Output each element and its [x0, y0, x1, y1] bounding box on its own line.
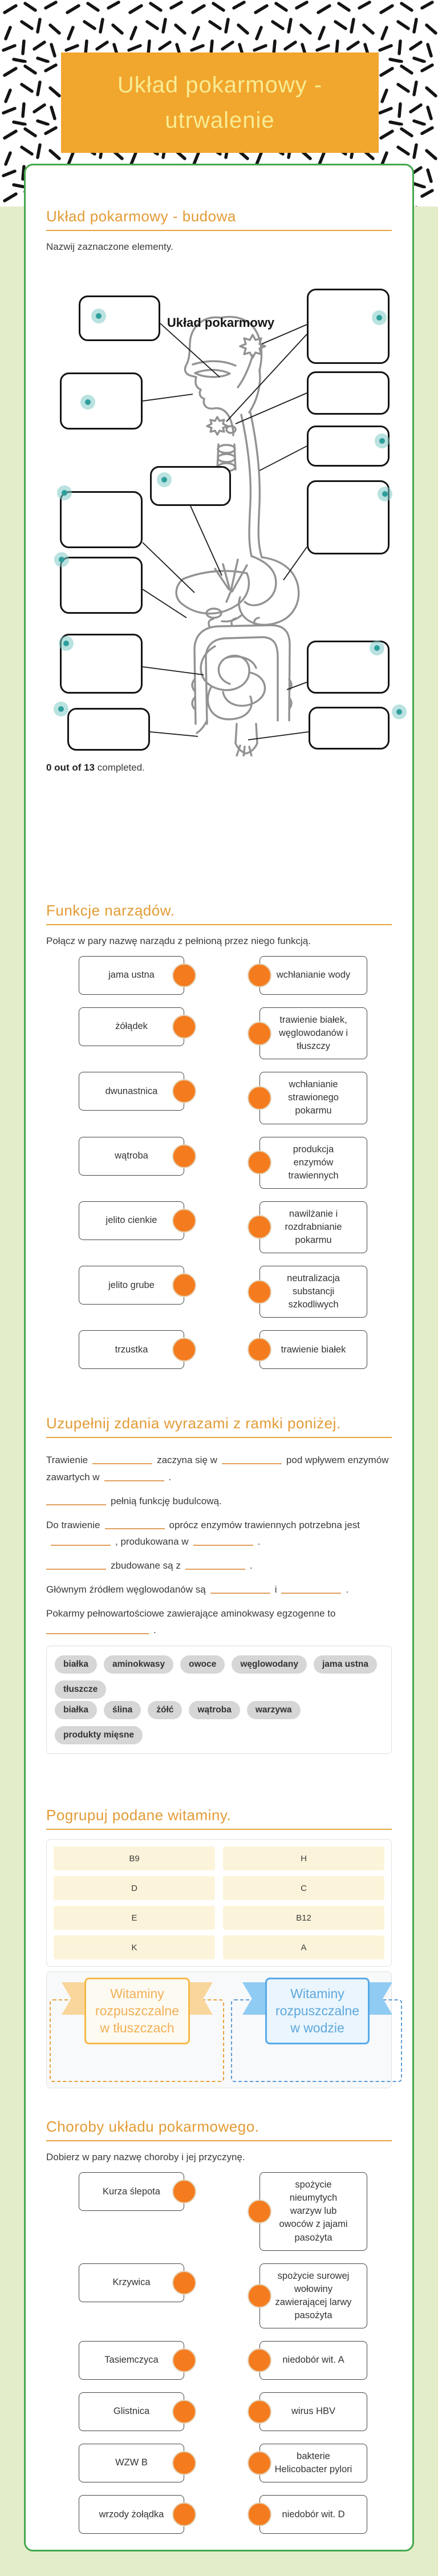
answer-dot[interactable] — [54, 552, 69, 567]
function-item[interactable]: trawienie białek, węglowodanów i tłuszczy — [259, 1007, 367, 1059]
diagram-title: Układ pokarmowy — [167, 315, 275, 330]
section-underline — [46, 924, 392, 925]
cause-item[interactable]: spożycie nieumytych warzyw lub owoców z jajami pasożyta — [259, 2172, 367, 2250]
cloze-sentence: Pokarmy pełnowartościowe zawierające aminokwasy egzogenne to. — [46, 1607, 336, 1636]
connector-peg[interactable] — [172, 1015, 196, 1039]
disease-item[interactable]: Glistnica — [79, 2392, 184, 2431]
disease-item[interactable]: Kurza ślepota — [79, 2172, 184, 2211]
section-witaminy-heading: Pogrupuj podane witaminy. — [46, 1807, 232, 1824]
worksheet-title-banner — [61, 52, 379, 153]
ribbon-tail — [62, 1982, 87, 2015]
blank-field[interactable] — [281, 1586, 341, 1594]
section-funkcje-instruction: Połącz w pary nazwę narządu z pełnioną przez niego funkcją. — [46, 935, 311, 946]
connector-peg[interactable] — [248, 2502, 271, 2526]
vitamin-tile[interactable]: C — [223, 1876, 384, 1900]
word-bank-row — [55, 1655, 383, 1699]
connector-peg[interactable] — [172, 2502, 196, 2526]
match-list-funkcje — [46, 956, 392, 1369]
section-choroby-heading: Choroby układu pokarmowego. — [46, 2118, 259, 2136]
section-underline — [46, 2140, 392, 2141]
label-box[interactable] — [60, 372, 143, 430]
connector-peg[interactable] — [248, 1086, 271, 1110]
match-row — [79, 1201, 392, 1253]
disease-item[interactable]: Tasiemczyca — [79, 2341, 184, 2380]
blank-field[interactable] — [222, 1456, 282, 1464]
vitamin-tile[interactable]: B12 — [223, 1906, 384, 1930]
connector-peg[interactable] — [172, 1273, 196, 1297]
word-chip[interactable]: produkty mięsne — [55, 1726, 143, 1744]
answer-dot[interactable] — [392, 704, 407, 719]
answer-dot[interactable] — [370, 641, 384, 655]
function-item[interactable]: wchłanianie wody — [259, 956, 367, 995]
connector-peg[interactable] — [172, 2451, 196, 2475]
vitamin-tiles-panel — [46, 1839, 392, 1967]
match-row — [79, 1330, 392, 1369]
vitamin-groups-panel — [46, 1971, 392, 2088]
blank-field[interactable] — [185, 1562, 245, 1570]
function-item[interactable]: trawienie białek — [259, 1330, 367, 1369]
blank-field[interactable] — [92, 1456, 152, 1464]
blank-field[interactable] — [46, 1626, 149, 1634]
connector-peg[interactable] — [172, 963, 196, 987]
section-funkcje — [46, 902, 392, 1369]
cause-item[interactable]: bakterie Helicobacter pylori — [259, 2444, 367, 2482]
cloze-sentence: Trawienie zaczyna się w pod wpływem enzymów zawartych w . — [46, 1455, 389, 1483]
vitamin-tile[interactable]: D — [54, 1876, 215, 1900]
blank-field[interactable] — [210, 1586, 270, 1594]
organ-item[interactable]: jelito cienkie — [79, 1201, 184, 1240]
answer-dot[interactable] — [80, 395, 95, 410]
cloze-sentence: pełnią funkcję budulcową. — [46, 1493, 392, 1510]
answer-dot[interactable] — [54, 702, 68, 716]
progress-count: 0 out of 13 — [46, 762, 95, 773]
organ-item[interactable]: trzustka — [79, 1330, 184, 1369]
match-row — [79, 2172, 392, 2250]
worksheet-card — [24, 164, 414, 2551]
word-chip[interactable]: warzywa — [247, 1701, 301, 1719]
blank-field[interactable] — [105, 1521, 165, 1529]
match-row — [79, 2495, 392, 2534]
blank-field[interactable] — [51, 1538, 111, 1546]
word-chip[interactable]: ślina — [104, 1701, 141, 1719]
section-underline — [46, 1829, 392, 1830]
word-chip[interactable]: białka — [55, 1701, 97, 1719]
connector-peg[interactable] — [172, 1209, 196, 1233]
word-chip[interactable]: aminokwasy — [104, 1655, 173, 1674]
word-chip[interactable]: węglowodany — [232, 1655, 307, 1674]
connector-peg[interactable] — [172, 1144, 196, 1168]
label-box[interactable] — [307, 371, 390, 415]
label-box[interactable] — [307, 289, 390, 364]
function-item[interactable]: produkcja enzymów trawiennych — [259, 1137, 367, 1189]
answer-dot[interactable] — [378, 487, 392, 501]
label-box[interactable] — [309, 707, 390, 750]
organ-item[interactable]: wątroba — [79, 1137, 184, 1176]
connector-peg[interactable] — [248, 2348, 271, 2372]
ribbon-tail — [242, 1982, 267, 2015]
group-label-water-soluble: Witaminy rozpuszczalne w wodzie — [265, 1978, 370, 2044]
cloze-sentence: Głównym źródłem węglowodanów są i . — [46, 1583, 349, 1595]
match-row — [79, 956, 392, 995]
label-box[interactable] — [307, 480, 390, 554]
cloze-sentence: zbudowane są z . — [46, 1557, 392, 1574]
label-box[interactable] — [60, 491, 143, 548]
answer-dot[interactable] — [157, 472, 172, 487]
cause-item[interactable]: wirus HBV — [259, 2392, 367, 2431]
match-row — [79, 2263, 392, 2328]
vitamin-tile[interactable]: K — [54, 1935, 215, 1959]
match-row — [79, 1072, 392, 1124]
match-row — [79, 2444, 392, 2482]
vitamin-tile[interactable]: E — [54, 1906, 215, 1930]
connector-peg[interactable] — [172, 1338, 196, 1362]
connector-peg[interactable] — [248, 1022, 271, 1046]
word-chip[interactable]: żółć — [148, 1701, 182, 1719]
vitamin-tile[interactable]: B9 — [54, 1846, 215, 1870]
word-chip[interactable]: białka — [55, 1655, 97, 1674]
cause-item[interactable]: niedobór wit. D — [259, 2495, 367, 2534]
word-chip[interactable]: tłuszcze — [55, 1680, 106, 1699]
organ-item[interactable]: jelito grube — [79, 1266, 184, 1305]
match-list-choroby — [46, 2172, 392, 2534]
organ-item[interactable]: jama ustna — [79, 956, 184, 995]
cloze-sentence: Do trawienie oprócz enzymów trawiennych potrzebna jest, produkowana w . — [46, 1519, 360, 1548]
section-budowa-instruction: Nazwij zaznaczone elementy. — [46, 241, 173, 252]
worksheet-title-line2: utrwalenie — [165, 108, 275, 133]
label-box[interactable] — [79, 295, 160, 341]
word-chip[interactable]: wątroba — [189, 1701, 240, 1719]
connector-peg[interactable] — [172, 2348, 196, 2372]
vitamin-tile[interactable]: A — [223, 1935, 384, 1959]
function-item[interactable]: neutralizacja substancji szkodliwych — [259, 1266, 367, 1318]
section-choroby-instruction: Dobierz w pary nazwę choroby i jej przyczynę. — [46, 2152, 245, 2163]
blank-field[interactable] — [193, 1538, 253, 1546]
section-underline — [46, 1437, 392, 1438]
match-row — [79, 1137, 392, 1189]
connector-peg[interactable] — [248, 1151, 271, 1174]
function-item[interactable]: wchłanianie strawionego pokarmu — [259, 1072, 367, 1124]
connector-peg[interactable] — [248, 1338, 271, 1362]
ribbon-tail — [188, 1982, 213, 2015]
cloze-sentences — [46, 1452, 392, 1639]
connector-peg[interactable] — [172, 1079, 196, 1103]
blank-field[interactable] — [46, 1497, 106, 1505]
match-row — [79, 1007, 392, 1059]
cause-item[interactable]: niedobór wit. A — [259, 2341, 367, 2380]
connector-peg[interactable] — [172, 2400, 196, 2424]
connector-peg[interactable] — [172, 2271, 196, 2295]
blank-field[interactable] — [104, 1473, 164, 1481]
section-funkcje-heading: Funkcje narządów. — [46, 902, 175, 919]
group-label-fat-soluble: Witaminy rozpuszczalne w tłuszczach — [84, 1978, 190, 2044]
match-row — [79, 1266, 392, 1318]
label-box[interactable] — [60, 557, 143, 614]
function-item[interactable]: nawilżanie i rozdrabnianie pokarmu — [259, 1201, 367, 1253]
connector-peg[interactable] — [248, 2284, 271, 2308]
word-bank — [46, 1646, 392, 1754]
section-budowa — [46, 208, 392, 253]
match-row — [79, 2341, 392, 2380]
organ-item[interactable]: żółądek — [79, 1007, 184, 1046]
disease-item[interactable]: Krzywica — [79, 2263, 184, 2302]
section-underline — [46, 230, 392, 231]
word-chip[interactable]: owoce — [180, 1655, 225, 1674]
section-choroby — [46, 2118, 392, 2534]
match-row — [79, 2392, 392, 2431]
label-box[interactable] — [67, 708, 150, 751]
connector-peg[interactable] — [248, 2451, 271, 2475]
progress-status: 0 out of 13 completed. — [46, 762, 145, 773]
connector-peg[interactable] — [248, 1280, 271, 1304]
answer-dot[interactable] — [57, 485, 72, 500]
section-witaminy — [46, 1807, 392, 2088]
connector-peg[interactable] — [248, 2400, 271, 2424]
answer-dot[interactable] — [59, 636, 74, 651]
vitamin-tile[interactable]: H — [223, 1846, 384, 1870]
disease-item[interactable]: WZW B — [79, 2444, 184, 2482]
cause-item[interactable]: spożycie surowej wołowiny zawierającej larwy pasożyta — [259, 2263, 367, 2328]
answer-dot[interactable] — [91, 309, 106, 323]
worksheet-title-line1: Układ pokarmowy - — [117, 72, 323, 98]
word-chip[interactable]: jama ustna — [314, 1655, 377, 1674]
digestive-diagram — [26, 280, 414, 756]
section-cloze-heading: Uzupełnij zdania wyrazami z ramki poniżej. — [46, 1415, 341, 1432]
section-cloze — [46, 1415, 392, 1754]
connector-peg[interactable] — [248, 963, 271, 987]
answer-dot[interactable] — [372, 310, 387, 325]
connector-peg[interactable] — [248, 2200, 271, 2223]
connector-peg[interactable] — [248, 1215, 271, 1239]
organ-item[interactable]: dwunastnica — [79, 1072, 184, 1111]
section-budowa-heading: Układ pokarmowy - budowa — [46, 208, 236, 225]
ribbon-tail — [367, 1982, 392, 2015]
word-bank-row — [55, 1701, 383, 1744]
disease-item[interactable]: wrzody żołądka — [79, 2495, 184, 2534]
blank-field[interactable] — [46, 1562, 106, 1570]
answer-dot[interactable] — [375, 434, 390, 448]
connector-peg[interactable] — [172, 2180, 196, 2204]
